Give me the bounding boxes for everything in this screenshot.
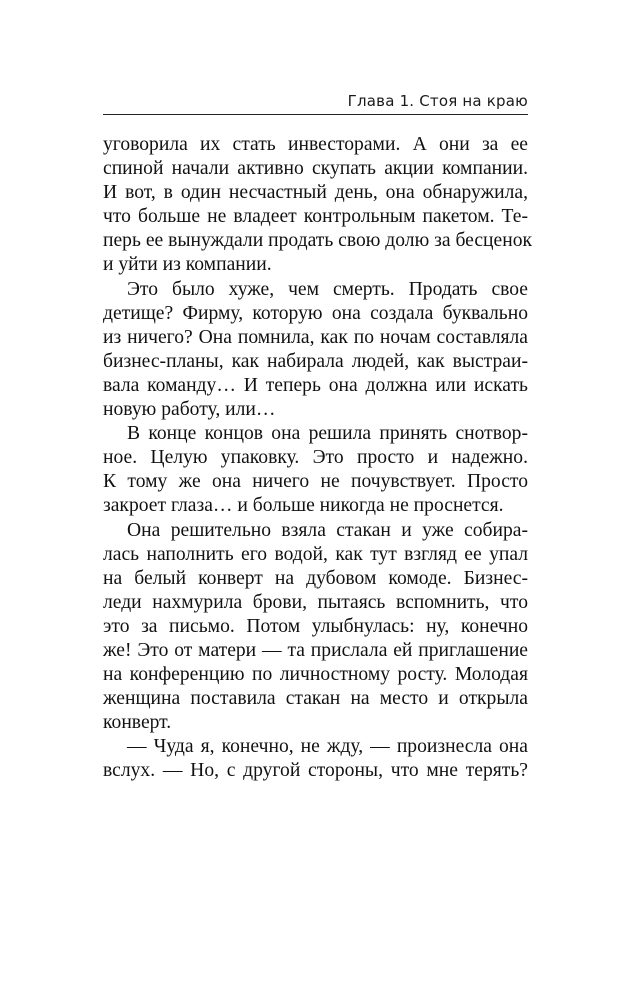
text-line: конверт. (103, 712, 172, 734)
text-line: И вот, в один несчастный день, она обнаружила, (103, 182, 528, 204)
text-line: из ничего? Она помнила, как по ночам составляла (103, 326, 528, 348)
text-line: вала команду… И теперь она должна или искать (103, 374, 528, 396)
text-line: это за письмо. Потом улыбнулась: ну, конечно (103, 615, 528, 637)
text-line: Она решительно взяла стакан и уже собира- (127, 519, 528, 541)
text-line: К тому же она ничего не почувствует. Просто (103, 471, 528, 493)
text-line: детище? Фирму, которую она создала буквально (103, 302, 528, 324)
text-line: на белый конверт на дубовом комоде. Бизнес- (103, 567, 528, 589)
text-line: перь ее вынуждали продать свою долю за бесценок (103, 230, 533, 252)
header-rule (103, 114, 528, 115)
text-line: лась наполнить его водой, как тут взгляд ее упал (103, 543, 528, 565)
paragraph (103, 735, 528, 783)
text-line: на конференцию по личностному росту. Молодая (103, 664, 528, 686)
body-text (103, 133, 533, 784)
text-line: ное. Целую упаковку. Это просто и надежно. (103, 447, 528, 469)
text-line: — Чуда я, конечно, не жду, — произнесла она (127, 736, 528, 758)
text-line: женщина поставила стакан на место и открыла (103, 688, 528, 710)
running-head: Глава 1. Стоя на краю (347, 92, 528, 110)
paragraph (103, 133, 533, 278)
text-line: и уйти из компании. (103, 254, 272, 276)
text-line: леди нахмурила брови, пытаясь вспомнить, что (103, 591, 528, 613)
text-line: В конце концов она решила принять снотвор- (127, 423, 528, 445)
text-line: что больше не владеет контрольным пакетом. Те- (103, 206, 528, 228)
text-line: Это было хуже, чем смерть. Продать свое (127, 278, 528, 300)
text-line: спиной начали активно скупать акции компании. (103, 158, 528, 180)
text-line: уговорила их стать инвесторами. А они за ее (103, 134, 528, 155)
text-line: вслух. — Но, с другой стороны, что мне терять? (103, 760, 528, 782)
paragraph (103, 519, 528, 736)
paragraph (103, 278, 528, 423)
text-line: новую работу, или… (103, 399, 276, 421)
text-line: же! Это от матери — та прислала ей приглашение (103, 639, 528, 661)
text-line: закроет глаза… и больше никогда не проснется. (103, 495, 504, 517)
text-line: бизнес-планы, как набирала людей, как выстраи- (103, 350, 528, 372)
paragraph (103, 422, 528, 518)
